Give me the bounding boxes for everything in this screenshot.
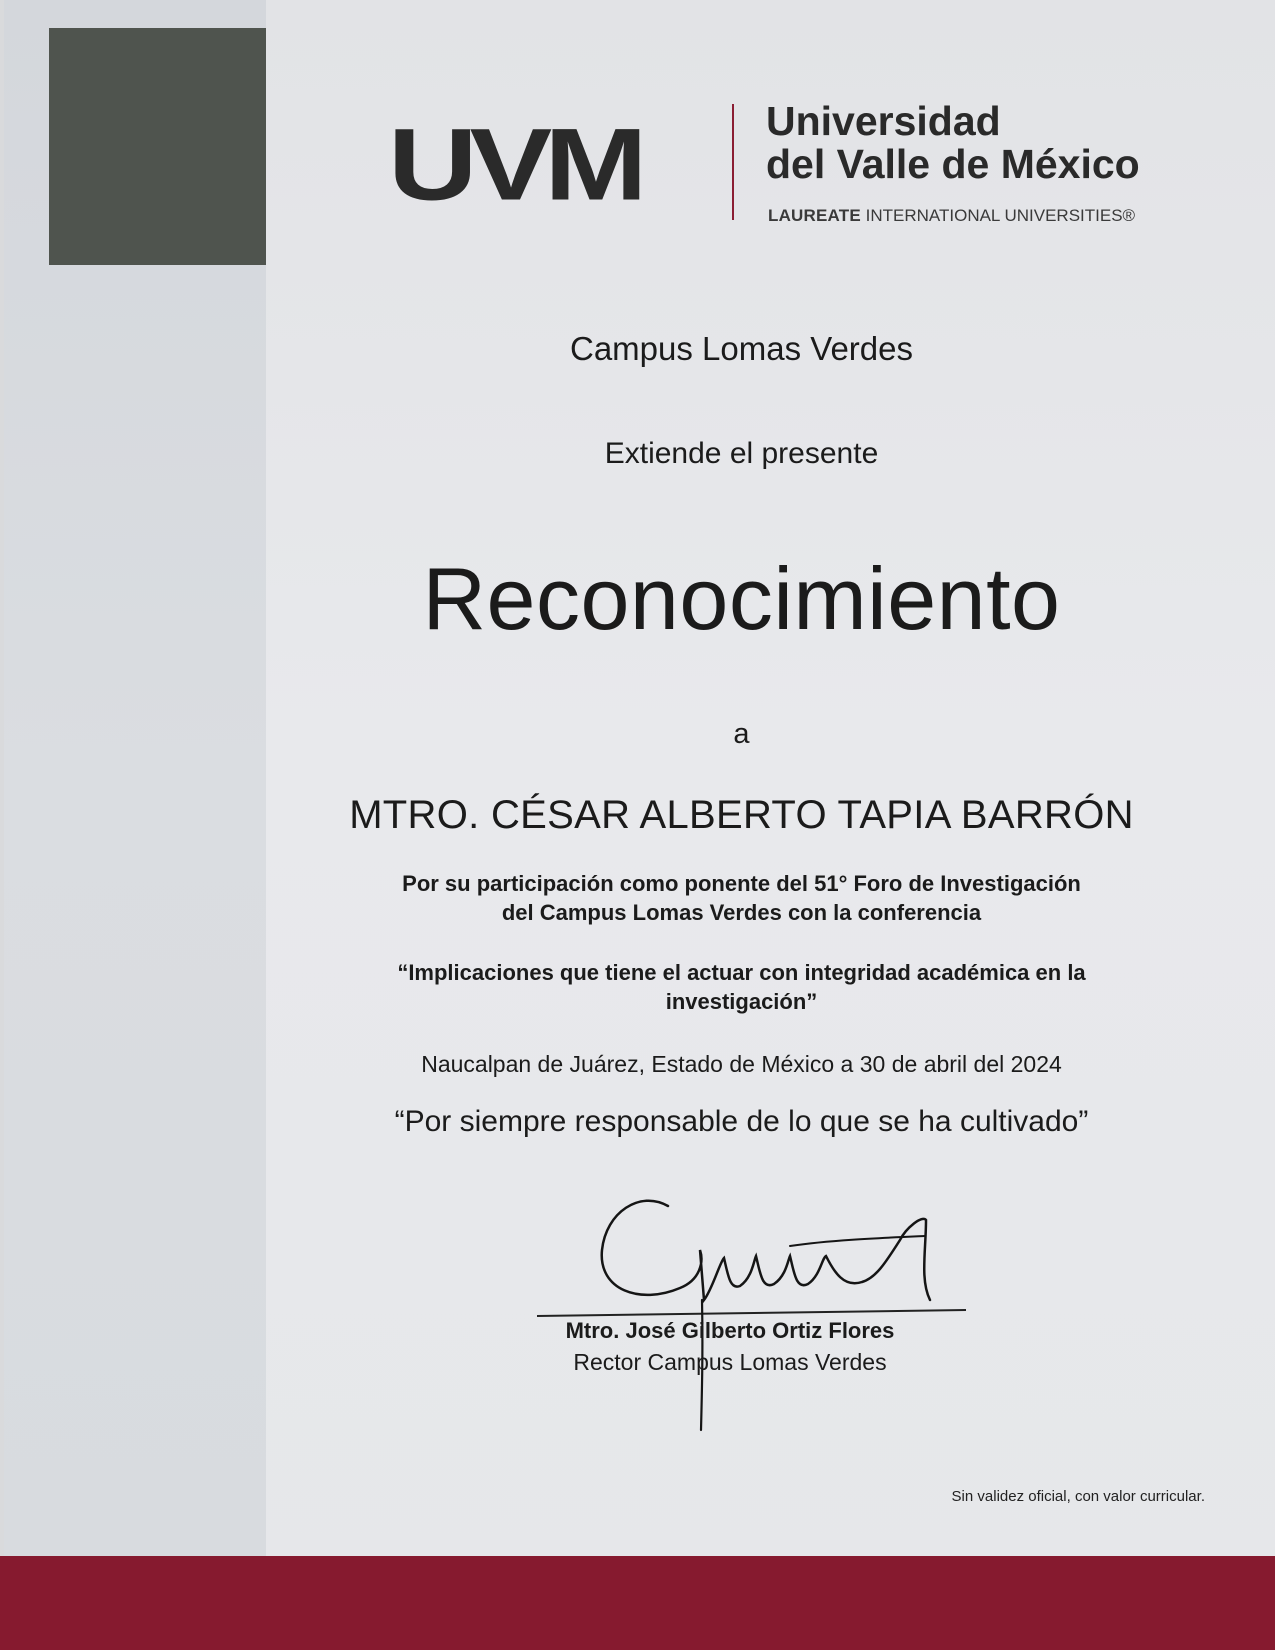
reason-text [262,869,1221,927]
campus-name: Campus Lomas Verdes [569,330,913,367]
conference-line1: “Implicaciones que tiene el actuar con integridad académica en la [397,960,1086,985]
reason-line2: del Campus Lomas Verdes con la conferencia [501,900,982,925]
signer-role: Rector Campus Lomas Verdes [573,1349,887,1375]
university-name [766,100,1140,186]
reason-line1: Por su participación como ponente del 51° Foro de Investigación [402,871,1081,896]
university-name-line2: del Valle de México [766,141,1140,187]
signer-name: Mtro. José Gilberto Ortiz Flores [565,1318,895,1343]
place-date: Naucalpan de Juárez, Estado de México a 30 de abril del 2024 [421,1051,1062,1077]
motto: “Por siempre responsable de lo que se ha cultivado” [394,1105,1089,1138]
validity-footnote: Sin validez oficial, con valor curricular. [951,1488,1205,1505]
certificate-title: Reconocimiento [422,549,1061,648]
laureate-rest: INTERNATIONAL UNIVERSITIES® [860,206,1136,225]
conference-line2: investigación” [665,989,818,1014]
logo-mark: UVM [388,108,640,222]
logo-divider [732,104,734,220]
decorative-gray-square [49,28,266,265]
laureate-bold: LAUREATE [768,206,861,225]
bottom-red-band [0,1556,1275,1650]
intro-text: Extiende el presente [604,437,879,470]
uvm-logo [388,96,1188,236]
laureate-tagline [768,206,1135,226]
conference-title [262,958,1221,1016]
recipient-name: MTRO. CÉSAR ALBERTO TAPIA BARRÓN [349,793,1134,837]
to-text: a [733,718,750,750]
university-name-line1: Universidad [766,98,1001,144]
